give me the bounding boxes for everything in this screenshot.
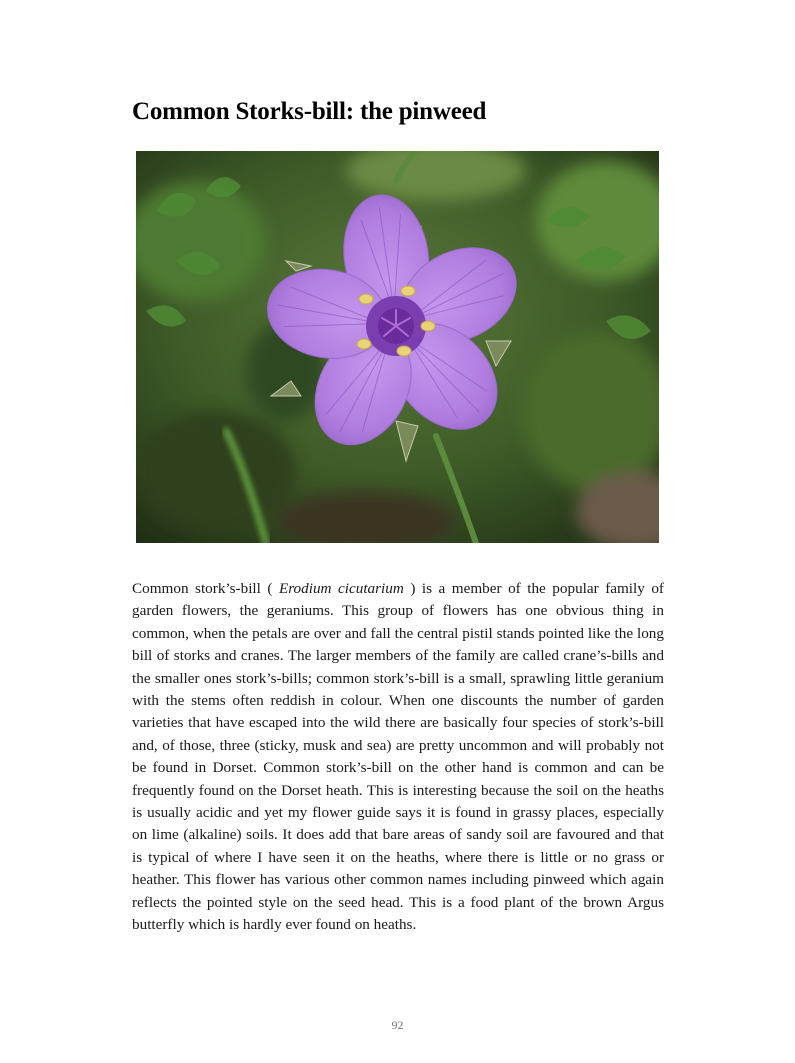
page-title: Common Storks-bill: the pinweed bbox=[132, 98, 487, 125]
body-paragraph bbox=[132, 578, 664, 937]
latin-name: Erodium cicutarium bbox=[278, 580, 404, 597]
paragraph-intro: Common stork’s-bill ( bbox=[132, 580, 273, 597]
flower-photo bbox=[136, 151, 659, 543]
page-number: 92 bbox=[391, 1018, 404, 1032]
storks-bill-flower-image bbox=[136, 151, 659, 543]
paragraph-body: ) is a member of the popular family of garden flowers, the geraniums. This group of flowers has one obvious thing in common, when the petals are over and fall the central pistil stands pointed like the long bill of storks and cranes. The larger members of the family are called crane’s-bills and the smaller ones stork’s-bills; common stork’s-bill is a small, sprawling little geranium with the stems often reddish in colour. When one discounts the number of garden varieties that have escaped into the wild there are basically four species of stork’s-bill and, of those, three (sticky, musk and sea) are pretty uncommon and will probably not be found in Dorset. Common stork’s-bill on the other hand is common and can be frequently found on the Dorset heath. This is interesting because the soil on the heaths is usually acidic and yet my flower guide says it is found in grassy places, especially on lime (alkaline) soils. It does add that bare areas of sandy soil are favoured and that is typical of where I have seen it on the heaths, where there is little or no grass or heather. This flower has various other common names including pinweed which again reflects the pointed style on the seed head. This is a food plant of the brown Argus butterfly which is hardly ever found on heaths. bbox=[132, 580, 664, 934]
